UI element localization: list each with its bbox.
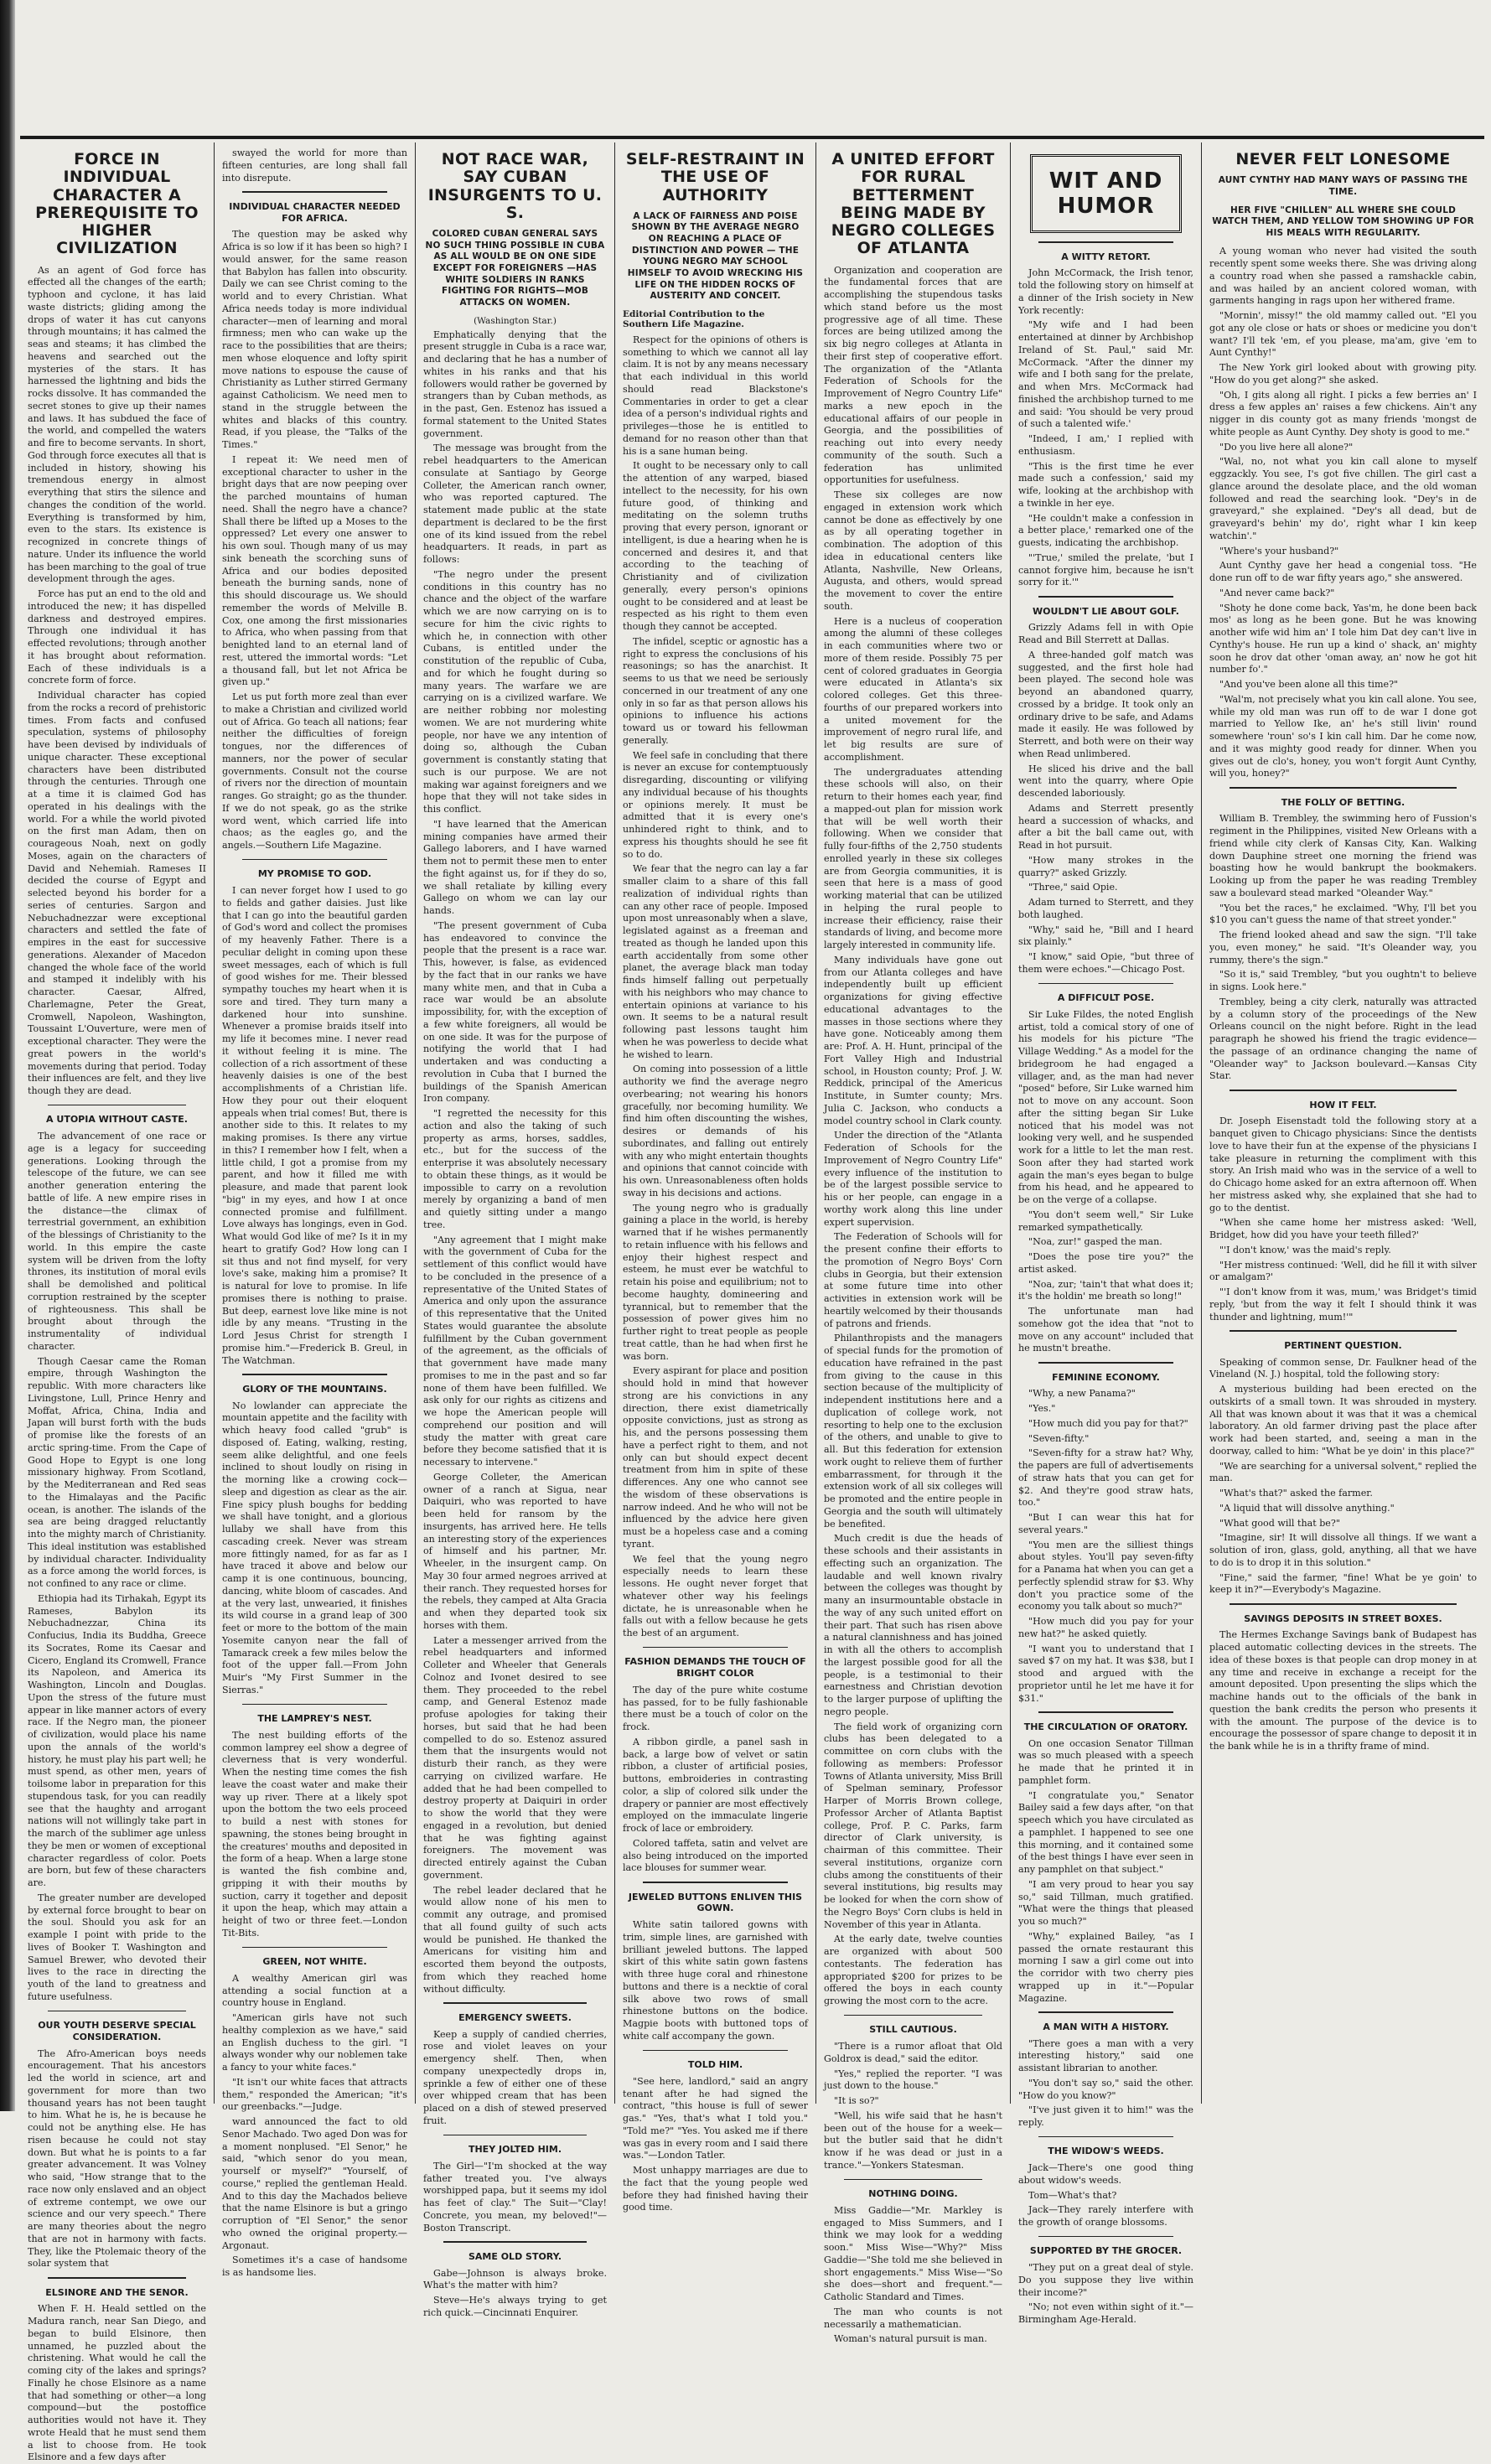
paragraph: The question may be asked why Africa is so low if it has been so high? I would answer, for the same reason that Babylon has fallen into obscurity. Daily we can see Christ coming to the world and to every Christian. What Africa needs today is more individual character—men of learning and moral firmness; men who can wake up the race to the possibilities that are theirs; men whose eloquence and lofty spirit move nations to espouse the cause of Christianity as Luther stirred Germany against Catholicism. We need men to stand in the struggle between the whites and blacks of this country. Read, if you please, the "Talks of the Times." bbox=[222, 229, 407, 450]
paragraph: The rebel leader declared that he would allow none of his men to commit any outrage, and promised that all found guilty of such acts would be punished. He thanked the Americans for visiting him and escorted them beyond the outposts, from which they reached home without difficulty. bbox=[423, 1884, 607, 1995]
paragraph: Here is a nucleus of cooperation among the alumni of these colleges in each communities where two or more of them reside. Possibly 75 per cent of colored graduates in Georgia were educated in Atlanta's six colored colleges. Get this three-fourths of our prepared workers into a united movement for the improvement of negro rural life, and let big results are sure of accomplishment. bbox=[824, 615, 1002, 763]
column-2 bbox=[215, 142, 416, 2278]
paragraph: On one occasion Senator Tillman was so much pleased with a speech he made that he printed it in pamphlet form. bbox=[1018, 1737, 1193, 1786]
paragraph: "This is the first time he ever made such a confession,' said my wife, looking at the archbishop with a twinkle in her eye. bbox=[1018, 460, 1193, 509]
subhead: THE LAMPREY'S NEST. bbox=[257, 1713, 372, 1724]
paragraph: "I know," said Opie, "but three of them were echoes."—Chicago Post. bbox=[1018, 951, 1193, 975]
paragraph: The Afro-American boys needs encouragement. That his ancestors led the world in science, art and government for more than two thousand years has not been taught to him. What he is, he is because he could not be anything else. He has risen because he could not stay down. But what he is points to a far greater advancement. It was Volney who said, "How strange that to the race now only enslaved and an object of extreme contempt, we owe our science and our very speech." There are many theories about the negro that are not in harmony with facts. They, like the Ptolemaic theory of the solar system that bbox=[28, 2047, 206, 2270]
column-3 bbox=[416, 142, 615, 2318]
source-credit: (Washington Star.) bbox=[474, 315, 557, 326]
paragraph: "No; not even within sight of it."—Birmingham Age-Herald. bbox=[1018, 2301, 1193, 2325]
section-rule bbox=[443, 2241, 587, 2243]
source-credit: Editorial Contribution to the Southern Life Magazine. bbox=[623, 308, 765, 329]
paragraph: A mysterious building had been erected on the outskirts of a small town. It was shrouded in mystery. All that was known about it was that it was a chemical laboratory. An old farmer driving past the place after work had been started, and, seeing a man in the doorway, called to him: "What be ye doin' in this place?" bbox=[1209, 1384, 1477, 1457]
section-rule bbox=[1230, 1603, 1457, 1605]
paragraph: "Oh, I gits along all right. I picks a few berries an' I dress a few apples an' raises a few chickens. Ain't any nigger in dis county got as many friends 'mongst de white people as Aunt Cynthy. Dey shoty is good to me." bbox=[1209, 389, 1477, 437]
section-rule bbox=[443, 2002, 587, 2004]
subhead: A DIFFICULT POSE. bbox=[1057, 992, 1155, 1003]
subhead: NOTHING DOING. bbox=[868, 2188, 958, 2200]
paragraph: Adams and Sterrett presently heard a succession of whacks, and after a bit the ball came out, with Read in hot pursuit. bbox=[1018, 802, 1193, 851]
paragraph: Under the direction of the "Atlanta Federation of Schools for the Improvement of Negro Country Life" every influence of the institution to be of the largest possible service to his or her people, can engage in a worthy work along this line under expert supervision. bbox=[824, 1130, 1002, 1228]
paragraph: "But I can wear this hat for several years." bbox=[1018, 1512, 1193, 1535]
paragraph: Force has put an end to the old and introduced the new; it has dispelled darkness and destroyed empires. Through one individual it has effected revolutions; through another it has brought about reformation. Each of these individuals is a concrete form of force. bbox=[28, 588, 206, 686]
column-6 bbox=[1011, 142, 1202, 2325]
subhead: ELSINORE AND THE SENOR. bbox=[45, 2286, 189, 2298]
paragraph: Emphatically denying that the present struggle in Cuba is a race war, and declaring that he has a number of whites in his ranks and that his followers would rather be governed by strangers than by Cuban methods, as in the past, Gen. Estenoz has issued a formal statement to the United States government. bbox=[423, 329, 607, 439]
paragraph: "Indeed, I am,' I replied with enthusiasm. bbox=[1018, 433, 1193, 457]
paragraph: "You men are the silliest things about styles. You'll pay seven-fifty for a Panama hat when you can get a perfectly splendid straw for $3. Why don't you practice some of the economy you talk about so much?" bbox=[1018, 1539, 1193, 1612]
paragraph: "I want you to understand that I saved $7 on my hat. It was $38, but I stood and argued with the proprietor until he let me have it for $31." bbox=[1018, 1643, 1193, 1704]
paragraph: "'I don't know,' was the maid's reply. bbox=[1219, 1244, 1391, 1255]
section-rule bbox=[1230, 1090, 1457, 1091]
paragraph: "My wife and I had been entertained at dinner by Archbishop Ireland of St. Paul," said Mr. McCormack. "After the dinner my wife and I both sang for the prelate, and when Mrs. McCormack had finished the archbishop turned to me and said: 'You should be very proud of such a talented wife.' bbox=[1018, 319, 1193, 430]
article bbox=[1018, 2011, 1193, 2130]
article bbox=[1018, 596, 1193, 976]
section-rule bbox=[1038, 2236, 1173, 2238]
subhead: GREEN, NOT WHITE. bbox=[262, 1956, 367, 1967]
paragraph: "You don't say so," said the other. "How do you know?" bbox=[1018, 2077, 1193, 2101]
paragraph: The New York girl looked about with growing pity. "How do you get along?" she asked. bbox=[1209, 362, 1477, 386]
paragraph: Ethiopia had its Tirhakah, Egypt its Rameses, Babylon its Nebuchadnezzar, China its Confucius, India its Buddha, Greece its Socrates, Rome its Caesar and Cicero, England its Cromwell, France its Napoleon, and America its Washington, Lincoln and Douglas. Upon the stress of the future must appear in like manner actors of every race. If the Negro man, the pioneer of civilization, would place his name upon the annals of the world's history, he must play his part well; he must spend, as other men, years of toilsome labor in preparation for this stupendous task, for you can readily see that the haughty and arrogant nations will not willingly take part in the march of the sublimer age unless they be men or women of exceptional character regardless of color. Poets are born, but few of these characters are. bbox=[28, 1592, 206, 1889]
paragraph: "A liquid that will dissolve anything." bbox=[1219, 1502, 1395, 1514]
paragraph: "I have learned that the American mining companies have armed their Gallego laborers, and I have warned them not to permit these men to enter the fight against us, for if they do so, we shall retaliate by killing every Gallego on whom we can lay our hands. bbox=[423, 818, 607, 917]
paragraph: "Do you live here all alone?" bbox=[1219, 441, 1354, 453]
subhead: SAVINGS DEPOSITS IN STREET BOXES. bbox=[1244, 1612, 1442, 1624]
article bbox=[28, 1105, 206, 2004]
paragraph: "How much did you pay for that?" bbox=[1028, 1417, 1188, 1429]
paragraph: "Imagine, sir! It will dissolve all things. If we want a solution of iron, glass, gold, anything, all that we have to do is to drop it in this solution." bbox=[1209, 1532, 1477, 1568]
paragraph: Sir Luke Fildes, the noted English artist, told a comical story of one of his models for his picture "The Village Wedding." As a model for the bridegroom he had engaged a villager, and, as the man had never "posed" before, Sir Luke warned him not to move on any account. Soon after the sitting began Sir Luke noticed that his model was not looking very well, and he suspended work for a little to let the man rest. Soon after they had started work again the man's eyes began to bulge from his head, and he appeared to be on the verge of a collapse. bbox=[1018, 1008, 1193, 1205]
paragraph: "Seven-fifty for a straw hat? Why, the papers are full of advertisements of straw hats that you can get for $2. And they're good straw hats, too." bbox=[1018, 1447, 1193, 1509]
article bbox=[1209, 1090, 1477, 1323]
paragraph: Individual character has copied from the rocks a record of prehistoric times. From facts and confused speculation, systems of philosophy have been devised by individuals of unique character. These exceptional characters have been distributed through the centuries. Through one at a time it is claimed God has operated in his dealings with the world. For a while the world pivoted on the first man Adam, then on courageous Noah, next on godly Moses, again on the characters of David and Nehemiah. Rameses II decided the course of Egypt and selected beyond his border for a series of centuries. Sargon and Nebuchadnezzar were exceptional characters and settled the fate of empires in the east for successive generations. Alexander of Macedon changed the whole face of the world and stamped it indelibly with his character. Caesar, Alfred, Charlemagne, Peter the Great, Cromwell, Napoleon, Washington, Toussaint L'Ouverture, were men of exceptional character. They were the great powers in the world's movements during that period. Today their influences are felt, and they live though they are dead. bbox=[28, 690, 206, 1097]
paragraph: A three-handed golf match was suggested, and the first hole had been played. The second hole was beyond an abandoned quarry, crossed by a bridge. It took only an ordinary drive to be safe, and Adams made it easily. He was followed by Sterrett, and both were on their way when Read unlimbered. bbox=[1018, 649, 1193, 759]
subhead: OUR YOUTH DESERVE SPECIAL CONSIDERATION. bbox=[38, 2020, 196, 2042]
article bbox=[1209, 787, 1477, 1083]
paragraph: No lowlander can appreciate the mountain appetite and the facility with which heavy food called "grub" is disposed of. Eating, walking, resting, seem alike delightful, and one feels inclined to shout loudly on rising in the morning like a crowing cock—sleep and digestion as clear as the air. Fine spicy plush boughs for bedding we shall have tonight, and a glorious lullaby we shall have from this cascading creek. Never was stream more fittingly named, for as far as I have traced it above and below our camp it is one continuous, bouncing, dancing, white bloom of cascades. And at the very last, unwearied, it finishes its wild course in a grand leap of 300 feet or more to the bottom of the main Yosemite canyon near the fall of Tamarack creek a few miles below the foot of the upper fall.—From John Muir's "My First Summer in the Sierras." bbox=[222, 1400, 407, 1695]
paragraph: I repeat it: We need men of exceptional character to usher in the bright days that are now peeping over the parched mountains of human need. Shall the negro have a chance? Shall there be lifted up a Moses to the oppressed? Let every one answer to his own soul. Though many of us may sink beneath the scorching suns of Africa and our bodies deposited beneath the burning sands, none of this should discourage us. We should remember the words of Melville B. Cox, one among the first missionaries to Africa, who when passing from that benighted land to an eternal land of rest, uttered the immortal words: "Let a thousand fall, but let not Africa be given up." bbox=[222, 453, 407, 688]
subhead: TOLD HIM. bbox=[687, 2059, 743, 2071]
paragraph: George Colleter, the American owner of a ranch at Sigua, near Daiquiri, who was reported to have been held for ransom by the insurgents, has arrived here. He tells an interesting story of the experiences of himself and his partner, Mr. Wheeler, in the insurgent camp. On May 30 four armed negroes arrived at their ranch. They requested horses for the rebels, they camped at Alta Gracia and when they departed took six horses with them. bbox=[423, 1471, 607, 1631]
article bbox=[824, 2179, 1002, 2347]
paragraph: "Wal, no, not what you kin call alone to myself eggzackly. You see, I's got five chillen. The girl cast a glance around the desolate place, and the old woman followed and read the searching look. "Dey's in de graveyard," she explained. "Dey's all dead, but de graveyard's behin' my do', right whar I kin keep watchin'." bbox=[1209, 456, 1477, 541]
deck: A LACK OF FAIRNESS AND POISE SHOWN BY THE AVERAGE NEGRO ON REACHING A PLACE OF DISTINCTION AND POWER — THE YOUNG NEGRO MAY SCHOOL HIMSELF TO AVOID WRECKING HIS LIFE ON THE HIDDEN ROCKS OF AUSTERITY AND CONCEIT. bbox=[627, 210, 804, 302]
paragraph: "Her mistress continued: 'Well, did he fill it with silver or amalgam?' bbox=[1209, 1259, 1477, 1283]
section-rule bbox=[844, 2015, 982, 2016]
paragraph: When F. H. Heald settled on the Madura ranch, near San Diego, and began to build Elsinore, then unnamed, he puzzled about the christening. What would he call the coming city of the lakes and springs? Finally he chose Elsinore as a name that had something or other—a long compound—but the postoffice authorities would not have it. They wrote Heald that he must send them a list to choose from. He took Elsinore and a few days after bbox=[28, 2303, 206, 2463]
paragraph: "Does the pose tire you?" the artist asked. bbox=[1018, 1251, 1193, 1275]
section-rule bbox=[1038, 1362, 1173, 1364]
article bbox=[1209, 151, 1477, 780]
subhead: FASHION DEMANDS THE TOUCH OF BRIGHT COLOR bbox=[624, 1656, 806, 1680]
subhead: FEMININE ECONOMY. bbox=[1052, 1371, 1160, 1383]
subhead: THEY JOLTED HIM. bbox=[468, 2144, 562, 2156]
paragraph: White satin tailored gowns with trim, simple lines, are garnished with brilliant jeweled buttons. The lapped skirt of this white satin gown fastens with three huge coral and rhinestone buttons and there is a necktie of coral silk above two rows of small rhinestone buttons on the bodice. Magpie boots with buttoned tops of white calf accompany the gown. bbox=[623, 1919, 808, 2042]
paragraph: At the early date, twelve counties are organized with about 500 contestants. The federation has appropriated $200 for prizes to be offered the boys in each county growing the most corn to the acre. bbox=[824, 1933, 1002, 2007]
paragraph: swayed the world for more than fifteen centuries, are long shall fall into disrepute. bbox=[222, 148, 407, 184]
headline: A UNITED EFFORT FOR RURAL BETTERMENT BEING MADE BY NEGRO COLLEGES OF ATLANTA bbox=[831, 150, 996, 258]
paragraph: The undergraduates attending these schools will also, on their return to their homes each year, find a mapped-out plan for mission work that will be well worth their following. When we consider that fully four-fifths of the 2,750 students enrolled yearly in these six colleges are from Georgia communities, it is seen that here is a mass of good working material that can be utilized in helping the rural people to increase their efficiency, raise their standards of living, and become more largely interested in community life. bbox=[824, 766, 1002, 951]
subhead: THE WIDOW'S WEEDS. bbox=[1048, 2146, 1164, 2157]
paragraph: Adam turned to Sterrett, and they both laughed. bbox=[1018, 897, 1193, 920]
paragraph: Respect for the opinions of others is something to which we cannot all lay claim. It is not by any means necessary that each individual in this world should read Blackstone's Commentaries in order to get a clear idea of a person's individual rights and privileges—those he is entitled to demand for no reason other than that his is a sane human being. bbox=[623, 334, 809, 457]
paragraph: He sliced his drive and the ball went into the quarry, where Opie descended laboriously. bbox=[1018, 763, 1193, 799]
article bbox=[1018, 2136, 1193, 2229]
paragraph: "And never came back?" bbox=[1219, 587, 1335, 598]
paragraph: William B. Trembley, the swimming hero of Fussion's regiment in the Philippines, visited New Orleans with a friend while city clerk of Kansas City, Kan. Walking down Dauphine street one morning the friend was boasting how he would bankrupt the bookmakers. Looking up from the paper he was reading Trembley saw a boulevard stead marked "Oleander Way." bbox=[1209, 813, 1477, 898]
paragraph: The field work of organizing corn clubs has been delegated to a committee on corn clubs with the following as members: Professor Towns of Atlanta university, Miss Brill of Spelman seminary, Professor Harper of Morris Brown college, Professor Archer of Atlanta Baptist college, Prof. P. C. Parks, farm director of Clark university, is chairman of this committee. Their several institutions, organize corn clubs among the constituents of their several institutions, big results may be looked for when the corn show of the Negro Boys' Corn clubs is held in November of this year in Atlanta. bbox=[824, 1721, 1003, 1930]
paragraph: "Why, a new Panama?" bbox=[1028, 1388, 1136, 1400]
column-5 bbox=[816, 142, 1011, 2345]
paragraph: As an agent of God force has effected all the changes of the earth; typhoon and cyclone, it has laid waste districts; gliding among the drops of water it has cut canyons through mountains; it has calmed the seas and steams; it has climbed the heavens and searched out the mysteries of the stars. It has harnessed the lightning and bids the rocks dissolve. It has commanded the secret stones to give up their names and laws. It has subdued the face of the world, and compelled the waters and fire to become servants. In short, God through force executes all that is included in history, showing his tremendous energy in almost everything that stirs the silence and changes the condition of the world. Everything is transformed by him, even to the stars. Its existence is recognized in concrete things of nature. Under its influence the world has been marching to the goal of true development through the ages. bbox=[28, 264, 206, 585]
headline: NOT RACE WAR, SAY CUBAN INSURGENTS TO U. S. bbox=[427, 150, 603, 222]
article bbox=[423, 2002, 607, 2127]
paragraph: Aunt Cynthy gave her head a congenial toss. "He done run off to de war fifty years ago," she answered. bbox=[1209, 560, 1477, 584]
subhead: INDIVIDUAL CHARACTER NEEDED FOR AFRICA. bbox=[229, 200, 401, 224]
paragraph: "He couldn't make a confession in a better place,' remarked one of the guests, indicating the archbishop. bbox=[1018, 512, 1193, 548]
paragraph: Miss Gaddie—"Mr. Markley is engaged to Miss Summers, and I think we may look for a wedding soon." Miss Wise—"Why?" Miss Gaddie—"She told me she believed in short engagements." Miss Wise—"So she does—short and frequent."—Catholic Standard and Times. bbox=[824, 2204, 1002, 2303]
section-rule bbox=[1038, 2011, 1173, 2013]
paragraph: "What's that?" asked the farmer. bbox=[1219, 1488, 1373, 1499]
section-rule bbox=[1038, 241, 1173, 243]
paragraph: Colored taffeta, satin and velvet are also being introduced on the imported lace blouses for summer wear. bbox=[623, 1837, 808, 1874]
page-top-rule bbox=[20, 136, 1484, 139]
article bbox=[1018, 154, 1193, 233]
paragraph: Most unhappy marriages are due to the fact that the young people wed before they had finished having their good time. bbox=[623, 2165, 808, 2213]
paragraph: Dr. Joseph Eisenstadt told the following story at a banquet given to Chicago physicians: Since the dentists love to have their fun at the expense of the physicians I take pleasure in returning the compliment with this story. An Irish maid who was in the service of a well to do Chicago home asked for an extra afternoon off. When her mistress asked why, she explained that she had to go to the dentist. bbox=[1209, 1116, 1477, 1214]
paragraph: "We are searching for a universal solvent," replied the man. bbox=[1209, 1460, 1477, 1484]
paragraph: "'True,' smiled the prelate, 'but I cannot forgive him, because he isn't sorry for it.'" bbox=[1018, 551, 1193, 588]
paragraph: "And you've been alone all this time?" bbox=[1219, 679, 1399, 691]
subhead: JEWELED BUTTONS ENLIVEN THIS GOWN. bbox=[628, 1891, 803, 1914]
paragraph: "Where's your husband?" bbox=[1219, 545, 1339, 556]
paragraph: "So it is," said Trembley, "but you oughtn't to believe in signs. Look here." bbox=[1209, 969, 1477, 993]
section-rule bbox=[242, 1704, 387, 1706]
paragraph: Much credit is due the heads of these schools and their assistants in effecting such an organization. The laudable and well known rivalry between the colleges was thought by many an insurmountable obstacle in the way of any such united effort on their part. That such has risen above a natural clannishness and has joined in with all the others to accomplish the largest possible good for all the people, is a testimonial to their earnestness and Christian devotion to the larger purpose of uplifting the negro people. bbox=[824, 1533, 1002, 1717]
section-rule bbox=[242, 191, 387, 193]
paragraph: Jack—There's one good thing about widow's weeds. bbox=[1018, 2162, 1193, 2186]
paragraph: Jack—They rarely interfere with the growth of orange blossoms. bbox=[1018, 2204, 1193, 2228]
subhead: A WITTY RETORT. bbox=[1061, 251, 1151, 262]
article bbox=[28, 2277, 206, 2464]
paragraph: Gabe—Johnson is always broke. What's the matter with him? bbox=[423, 2267, 607, 2291]
paragraph: We feel that the young negro especially needs to learn these lessons. He ought never forget that whatever other way his feelings dictate, he is unreasonable when he falls out with a fellow because he gets the best of an argument. bbox=[623, 1553, 808, 1639]
paragraph: "Shoty he done come back, Yas'm, he done been back mos' as long as he been gone. But he was knowing another wife wid him an' I tole him Dat dey can't live in Cynthy's house. He run up a kind o' shack, an' mighty soon he drov dat other 'oman away, an' now he got hit number fo'." bbox=[1209, 602, 1477, 676]
section-rule bbox=[1038, 1711, 1173, 1713]
paragraph: Every aspirant for place and position should hold in mind that however strong are his convictions in any direction, there exist diametrically opposite convictions, just as strong as his, and the persons possessing them have a perfect right to them, and not only can but should expect decent treatment from him in spite of these differences. Any one who cannot see the wisdom of these observations is narrow indeed. And he who will not be influenced by the advice here given must be a hopeless case and a coming tyrant. bbox=[623, 1365, 808, 1550]
article bbox=[1209, 1330, 1477, 1597]
paragraph: Sometimes it's a case of handsome is as handsome lies. bbox=[222, 2254, 407, 2278]
paragraph: "Any agreement that I might make with the government of Cuba for the settlement of this conflict would have to be concluded in the presence of a representative of the United States of America and only upon the assurance of this representative that the United States would guarantee the absolute fulfillment by the Cuban government of the agreement, as the officials of that government have made many promises to me in the past and so far none of them have been fulfilled. We ask only for our rights as citizens and we hope the American people will comprehend our position and will study the matter with great care before they become satisfied that it is necessary to intervene." bbox=[423, 1234, 607, 1468]
section-rule bbox=[48, 1105, 186, 1106]
section-rule bbox=[242, 1374, 387, 1375]
paragraph: "When she came home her mistress asked: 'Well, Bridget, how did you have your teeth filled?' bbox=[1209, 1217, 1477, 1241]
paragraph: Tom—What's that? bbox=[1028, 2189, 1117, 2201]
article bbox=[222, 148, 407, 184]
paragraph: Let us put forth more zeal than ever to make a Christian and civilized world out of Africa. Go teach all nations; fear neither the difficulties of foreign tongues, nor the differences of manners, nor the power of secular governments. Consult not the course of rivers nor the direction of mountain ranges. Go straight; go as the thunder. If we do not speak, go as the strike word went, which carried life into chaos; as the eagles go, and the angels.—Southern Life Magazine. bbox=[222, 691, 407, 851]
headline: NEVER FELT LONESOME bbox=[1235, 150, 1451, 168]
paragraph: ward announced the fact to old Senor Machado. Two aged Don was for a moment nonplused. "El Senor," he said, "which senor do you mean, yourself or myself?" "Yourself, of course," replied the gentleman Heald. And to this day the Machados believe that the name Elsinore is but a gringo corruption of "El Senor," the senor who owned the original property.—Argonaut. bbox=[222, 2116, 407, 2251]
subhead: A MAN WITH A HISTORY. bbox=[1043, 2021, 1169, 2032]
article bbox=[1209, 1603, 1477, 1753]
subhead: PERTINENT QUESTION. bbox=[1284, 1339, 1402, 1351]
subhead: SAME OLD STORY. bbox=[468, 2250, 562, 2262]
paragraph: "It is so?" bbox=[834, 2095, 879, 2107]
paragraph: Later a messenger arrived from the rebel headquarters and informed Colleter and Wheeler that Generals Colnoz and Ivonet desired to see them. They proceeded to the rebel camp, and General Estenoz made profuse apologies for taking their horses, but said that he had been compelled to do so. Estenoz assured them that the insurgents would not disturb their ranch, as they were carrying on civilized warfare. He added that he had been compelled to destroy property at Daiquiri in order to show the world that they were engaged in a revolution, but denied that he was fighting against foreigners. The movement was directed entirely against the Cuban government. bbox=[423, 1634, 607, 1881]
paragraph: The unfortunate man had somehow got the idea that "not to move on any account" included that he mustn't breathe. bbox=[1018, 1306, 1193, 1354]
newspaper-page bbox=[20, 142, 1484, 2463]
section-rule bbox=[48, 2277, 186, 2279]
article bbox=[1018, 983, 1193, 1356]
section-rule bbox=[1230, 787, 1457, 789]
section-rule bbox=[1038, 2136, 1173, 2138]
paragraph: Though Caesar came the Roman empire, through Washington the republic. With more characters like Livingstone, Lull, Prince Henry and Moffat, Africa, China, India and Japan will burst forth with the buds of promise like the forests of an arctic spring-time. From the Cape of Good Hope to Egypt is one long missionary highway. From Scotland, by the Mediterranean and Red seas to the Himalayas and the Pacific ocean, is another. The islands of the sea are being dragged reluctantly into the mighty march of Christianity. This ideal institution was established by individual character. Individuality as a force among the world forces, is not confined to any race or clime. bbox=[28, 1355, 206, 1590]
article bbox=[222, 1704, 407, 1940]
subhead: GLORY OF THE MOUNTAINS. bbox=[242, 1383, 387, 1395]
paragraph: "The present government of Cuba has endeavored to convince the people that the present is a race war. This, however, is false, as evidenced by the fact that in our ranks we have many white men, and that in Cuba a race war would be an absolute impossibility, for, with the exception of a few white foreigners, all would be on one side. It was for the purpose of notifying the world that I had undertaken and was conducting a revolution in Cuba that I burned the buildings of the Spanish American Iron company. bbox=[423, 919, 607, 1105]
paragraph: The Federation of Schools will for the present confine their efforts to the promotion of Negro Boys' Corn clubs in Georgia, but their extension at some future time into other activities in extension work will be heartily welcomed by their thousands of patrons and friends. bbox=[824, 1231, 1002, 1329]
section-rule bbox=[1038, 596, 1173, 598]
paragraph: "How many strokes in the quarry?" asked Grizzly. bbox=[1018, 854, 1193, 878]
column-1 bbox=[20, 142, 215, 2463]
paragraph: A ribbon girdle, a panel sash in back, a large bow of velvet or satin ribbon, a cluster of artificial posies, buttons, embroideries in contrasting color, a slip of colored silk under the drapery or pannier are most effectively employed on the immaculate lingerie frock of lace or embroidery. bbox=[623, 1736, 809, 1835]
section-rule bbox=[643, 1882, 788, 1883]
paragraph: A young woman who never had visited the south recently spent some weeks there. She was driving along a country road when she passed a ramshackle cabin, and was hailed by an ancient colored woman, with garments hanging in rags upon her withered frame. bbox=[1209, 246, 1477, 307]
article bbox=[623, 1882, 808, 2043]
deck: HER FIVE "CHILLEN" ALL WHERE SHE COULD WATCH THEM, AND YELLOW TOM SHOWING UP FOR HIS MEALS WITH REGULARITY. bbox=[1212, 204, 1474, 238]
paragraph: "Yes," replied the reporter. "I was just down to the house." bbox=[824, 2068, 1002, 2092]
section-box-title: WIT AND HUMOR bbox=[1030, 154, 1182, 233]
paragraph: "I regretted the necessity for this action and also the taking of such property as arms, horses, saddles, etc., but for the success of the enterprise it was absolutely necessary to obtain these things, as it would be impossible to carry on a revolution merely by organizing a band of men and quietly sitting under a mango tree. bbox=[423, 1108, 607, 1230]
section-rule bbox=[443, 2135, 587, 2136]
paragraph: Organization and cooperation are the fundamental forces that are accomplishing the stupendous tasks which stand before us the most progressive age of all time. These forces are being utilized among the six big negro colleges at Atlanta in their first step of cooperative effort. The organization of the "Atlanta Federation of Schools for the Improvement of Negro Country Life" marks a new epoch in the educational affairs of our people in Georgia, and the possibilities of reaching out into every needy community of the south. Such a federation has unlimited opportunities for usefulness. bbox=[824, 264, 1002, 486]
paragraph: The Hermes Exchange Savings bank of Budapest has placed automatic collecting devices in the streets. The idea of these boxes is that people can drop money in at any time and receive in exchange a receipt for the amount deposited. Upon presenting the slips which the machine hands out to the officials of the bank in question the bank credits the person who presents it with the amount. The purpose of the device is to encourage the possessor of spare change to deposit it in the bank while he is in a thrifty frame of mind. bbox=[1209, 1629, 1477, 1752]
article bbox=[28, 151, 206, 1098]
paragraph: Keep a supply of candied cherries, rose and violet leaves on your emergency shelf. Then, when company unexpectedly drops in, sprinkle a few of either one of these over whipped cream that has been placed on a dish of stewed preserved fruit. bbox=[423, 2028, 607, 2126]
section-rule bbox=[1038, 983, 1173, 985]
paragraph: "I am very proud to hear you say so," said Tillman, much gratified. "What were the things that pleased you so much?" bbox=[1018, 1878, 1193, 1927]
article bbox=[423, 2135, 607, 2235]
article bbox=[1018, 1362, 1193, 1705]
paragraph: "Why," explained Bailey, "as I passed the ornate restaurant this morning I saw a girl come out into the corridor with two cherry pies wrapped up in it."—Popular Magazine. bbox=[1018, 1930, 1193, 2004]
paragraph: "Well, his wife said that he hasn't been out of the house for a week—but the butler said that he didn't know if he was dead or just in a trance."—Yonkers Statesman. bbox=[824, 2109, 1002, 2171]
article bbox=[623, 151, 808, 1640]
paragraph: Trembley, being a city clerk, naturally was attracted by a column story of the proceedings of the New Orleans council on the night before. Right in the lead paragraph he showed his friend the tragic evidence—the passage of an ordinance changing the name of "Oleander way" to Jackson boulevard.—Kansas City Star. bbox=[1209, 996, 1477, 1082]
deck: AUNT CYNTHY HAD MANY WAYS OF PASSING THE TIME. bbox=[1218, 175, 1468, 197]
paragraph: "It isn't our white faces that attracts them," responded the American; "it's our greenbacks."—Judge. bbox=[222, 2076, 407, 2113]
paragraph: The friend looked ahead and saw the sign. "I'll take you, even money," he said. "It's Oleander way, you rummy, there's the sign." bbox=[1209, 929, 1477, 965]
subhead: SUPPORTED BY THE GROCER. bbox=[1029, 2245, 1183, 2257]
paragraph: "Three," said Opie. bbox=[1028, 882, 1118, 893]
paragraph: Woman's natural pursuit is man. bbox=[834, 2333, 987, 2345]
subhead: STILL CAUTIOUS. bbox=[869, 2024, 957, 2036]
article bbox=[222, 191, 407, 852]
paragraph: "Why," said he, "Bill and I heard six plainly." bbox=[1018, 924, 1193, 948]
paragraph: The Girl—"I'm shocked at the way father treated you. I've always worshipped papa, but it seems my idol has feet of clay." The Suit—"Clay! Concrete, you mean, my beloved!"—Boston Transcript. bbox=[423, 2160, 607, 2234]
paragraph: "I congratulate you," Senator Bailey said a few days after, "on that speech which you have circulated as a pamphlet. I happened to see one this morning, and it contained some of the best things I have ever seen in any pamphlet on that subject." bbox=[1018, 1789, 1193, 1875]
paragraph: It ought to be necessary only to call the attention of any warped, biased intellect to the necessity, for his own future good, of thinking and meditating on the solemn truths proving that every person, ignorant or intelligent, is due a hearing when he is concerned and desires it, and that according to the teaching of Christianity and of civilization generally, every person's opinions ought to be considered and at least be respected as his right to them even though they cannot be accepted. bbox=[623, 460, 808, 633]
paragraph: "There goes a man with a very interesting history," said one assistant librarian to another. bbox=[1018, 2037, 1193, 2073]
column-4 bbox=[615, 142, 816, 2213]
paragraph: The day of the pure white costume has passed, for to be fully fashionable there must be a touch of color on the frock. bbox=[623, 1684, 808, 1733]
paragraph: "There is a rumor afloat that Old Goldrox is dead," said the editor. bbox=[824, 2041, 1002, 2064]
subhead: MY PROMISE TO GOD. bbox=[257, 868, 372, 880]
paragraph: The young negro who is gradually gaining a place in the world, is hereby warned that if he wishes permanently to retain influence with his fellows and enjoy their highest respect and esteem, he must ever be watchful to retain his poise and equilibrium; not to become haughty, domineering and tyrannical, but to remember that the possession of power gives him no further right to treat people as people treat cattle, than he had when first he was born. bbox=[623, 1202, 808, 1362]
paragraph: The infidel, sceptic or agnostic has a right to express the conclusions of his reasonings; so has the anarchist. It seems to us that we need be seriously concerned in our treatment of any one only in so far as that person allows his opinions to influence his actions toward us or toward his fellowman generally. bbox=[623, 635, 808, 746]
scan-edge bbox=[0, 0, 15, 2111]
paragraph: "They put on a great deal of style. Do you suppose they live within their income?" bbox=[1018, 2262, 1193, 2298]
article bbox=[1018, 2236, 1193, 2327]
deck: COLORED CUBAN GENERAL SAYS NO SUCH THING POSSIBLE IN CUBA AS ALL WOULD BE ON ONE SIDE EXCEPT FOR FOREIGNERS —HAS WHITE SOLDIERS IN RANKS FIGHTING FOR RIGHTS—MOB ATTACKS ON WOMEN. bbox=[425, 229, 605, 308]
paragraph: The nest building efforts of the common lamprey eel show a degree of cleverness that is very wonderful. When the nesting time comes the fish leave the coast water and make their way up river. There at a likely spot upon the bottom the two eels proceed to build a nest with stones for spawning, the stones being brought in the creatures' mouths and deposited in the form of a heap. When a large stone is wanted the fish combine and, gripping it with their mouths by suction, carry it together and deposit it upon the heap, which may attain a height of two or three feet.—London Tit-Bits. bbox=[222, 1729, 407, 1939]
paragraph: "I've just given it to him!" was the reply. bbox=[1018, 2104, 1193, 2128]
article bbox=[623, 2050, 808, 2215]
paragraph: "Noa, zur; 'tain't that what does it; it's the holdin' me breath so long!" bbox=[1018, 1278, 1193, 1302]
article bbox=[1018, 241, 1193, 589]
subhead: THE FOLLY OF BETTING. bbox=[1281, 796, 1406, 808]
paragraph: "What good will that be?" bbox=[1219, 1517, 1340, 1529]
paragraph: "Yes." bbox=[1028, 1403, 1056, 1414]
paragraph: Grizzly Adams fell in with Opie Read and Bill Sterrett at Dallas. bbox=[1018, 622, 1193, 645]
subhead: WOULDN'T LIE ABOUT GOLF. bbox=[1033, 605, 1179, 617]
paragraph: "Noa, zur!" gasped the man. bbox=[1028, 1236, 1162, 1248]
headline: FORCE IN INDIVIDUAL CHARACTER A PREREQUISITE TO HIGHER CIVILIZATION bbox=[35, 150, 199, 258]
paragraph: John McCormack, the Irish tenor, told the following story on himself at a dinner of the Irish society in New York recently: bbox=[1018, 267, 1193, 316]
paragraph: The greater number are developed by external force brought to bear on the soul. Should you ask for an example I point with pride to the lives of Booker T. Washington and Samuel Brewer, who devoted their lives to the race in directing the youth of the land to greatness and future usefulness. bbox=[28, 1892, 206, 2002]
column-7 bbox=[1202, 142, 1484, 2104]
article bbox=[222, 1374, 407, 1696]
subhead: A UTOPIA WITHOUT CASTE. bbox=[46, 1114, 188, 1126]
paragraph: "Wal'm, not precisely what you kin call alone. You see, while my old man was run off to de war I done got married to Yellow Ike, an' he's still livin' round somewhere 'roun' so's I kin call him. Dar he come now, and it was mighty good ready for dinner. When you gives out de clo's, honey, you won't forgit Aunt Cynthy, will you, honey?" bbox=[1209, 693, 1477, 779]
paragraph: The message was brought from the rebel headquarters to the American consulate at Santiago by George Colleter, the American ranch owner, who was reported captured. The statement made public at the state department is declared to be the first one of its kind issued from the rebel headquarters. It reads, in part as follows: bbox=[423, 443, 607, 566]
paragraph: Steve—He's always trying to get rich quick.—Cincinnati Enquirer. bbox=[423, 2295, 607, 2318]
paragraph: "See here, landlord," said an angry tenant after he had signed the contract, "this house is full of sewer gas." "Yes, that's what I told you." "Told me?" "Yes. You asked me if there was gas in every room and I said there was."—London Tatler. bbox=[623, 2075, 808, 2161]
section-rule bbox=[643, 1647, 788, 1649]
section-rule bbox=[242, 1947, 387, 1949]
article bbox=[28, 2011, 206, 2271]
article bbox=[423, 151, 607, 1996]
paragraph: The man who counts is not necessarily a mathematician. bbox=[824, 2306, 1002, 2330]
section-rule bbox=[1230, 1330, 1457, 1332]
paragraph: "Fine," said the farmer, "fine! What be ye goin' to keep it in?"—Everybody's Magazine. bbox=[1209, 1571, 1477, 1596]
paragraph: We feel safe in concluding that there is never an excuse for contemptuously disregarding, discounting or vilifying any individual because of his thoughts or opinions merely. It must be admitted that it is every one's unhindered right to think, and to express his thoughts should he see fit so to do. bbox=[623, 749, 808, 860]
paragraph: Speaking of common sense, Dr. Faulkner head of the Vineland (N. J.) hospital, told the following story: bbox=[1209, 1356, 1477, 1380]
paragraph: "How much did you pay for your new hat?" he asked quietly. bbox=[1018, 1616, 1193, 1639]
article bbox=[1018, 1711, 1193, 2005]
paragraph: "'I don't know from it was, mum,' was Bridget's timid reply, 'but from the way it felt I should think it was thunder and lightning, mum!'" bbox=[1209, 1286, 1477, 1323]
paragraph: The advancement of one race or age is a legacy for succeeding generations. Looking through the telescope of the future, we can see another generation entering the battle of life. A new empire rises in the distance—the climax of terrestrial government, an exhibition of the blessings of Christianity to the world. In this empire the caste system will be driven from the lofty thrones, its institution of moral evils shall be demolished and political corruption restrained by the scepter of righteousness. This shall be brought about through the instrumentality of individual character. bbox=[28, 1131, 206, 1352]
paragraph: Many individuals have gone out from our Atlanta colleges and have independently built up efficient organizations for giving effective educational advantages to the masses in those sections where they have gone. Noticeably among them are: Prof. A. H. Hunt, principal of the Fort Valley High and Industrial school, in Houston county; Prof. J. W. Reddick, principal of the Americus Institute, in Sumter county; Mrs. Julia C. Jackson, who conducts a model country school in Clark county. bbox=[824, 954, 1002, 1126]
paragraph: "You don't seem well," Sir Luke remarked sympathetically. bbox=[1018, 1209, 1193, 1233]
paragraph: "You bet the races," he exclaimed. "Why, I'll bet you $10 you can't guess the name of that street yonder." bbox=[1209, 902, 1477, 926]
paragraph: Philanthropists and the managers of special funds for the promotion of education have refrained in the past from giving to the cause in this section because of the multiplicity of independent institutions here and a duplication of college work, not resorting to help one to the exclusion of the others, and unable to give to all. But this federation for extension work ought to relieve them of further embarrassment, for through it the extension work of all six colleges will be promoted and the entire people in Georgia and the south will ultimately be benefited. bbox=[824, 1333, 1002, 1530]
article bbox=[222, 1947, 407, 2280]
paragraph: "The negro under the present conditions in this country has no chance and the object of the warfare which we are now carrying on is to secure for him the civic rights to which he, in connection with other Cubans, is entitled under the constitution of the republic of Cuba, and for which he fought during so many years. The warfare we are carrying on is a civilized warfare. We are neither robbing nor molesting women. We are not murdering white people, nor have we any intention of doing so, although the Cuban government is constantly stating that such is our purpose. We are not making war against foreigners and we hope that they will not take sides in this conflict. bbox=[423, 568, 607, 815]
paragraph: We fear that the negro can lay a far smaller claim to a share of this fall realization of individual rights than can any other race of people. Imposed upon most unreasonably when a slave, legislated against as a freeman and treated as though he landed upon this earth accidentally from some other planet, the average black man today finds himself falling out perpetually with his neighbors who may chance to entertain opinions at variance to his own. It seems to be a natural result following past lessons taught him when he was powerless to decide what he wished to learn. bbox=[623, 863, 808, 1060]
article bbox=[824, 2015, 1002, 2172]
subhead: HOW IT FELT. bbox=[1309, 1099, 1377, 1110]
paragraph: "Seven-fifty." bbox=[1028, 1432, 1090, 1444]
section-rule bbox=[48, 2011, 186, 2012]
paragraph: These six colleges are now engaged in extension work which cannot be done as effectively by one as by all operating together in combination. The adoption of this idea in educational centers like Atlanta, Nashville, New Orleans, Augusta, and others, would spread the movement to cover the entire south. bbox=[824, 489, 1002, 612]
headline: SELF-RESTRAINT IN THE USE OF AUTHORITY bbox=[625, 150, 805, 204]
paragraph: I can never forget how I used to go to fields and gather daisies. Just like that I can go into the beautiful garden of God's word and collect the promises of my heavenly Father. There is a peculiar delight in coming upon these sweet messages, each of which is full of good wishes for me. Their blessed sympathy touches my heart when it is sore and tired. They turn many a darkened hour into sunshine. Whenever a promise braids itself into my life it becomes mine. I never read it without feeling it is mine. The collection of a rich assortment of these heavenly daisies is one of the best accomplishments of a Christian life. How they pour out their eloquent appeals when trial comes! But, there is another side to this. It relates to my making promises. Is there any virtue in this? I remember how I felt, when a little child, I got a promise from my parent, and how it filled me with pleasure, and made that parent look "big" in my eyes, and how I at once connected promise and fulfillment. Love always has longings, even in God. What would God like of me? Is it in my heart to gratify God? How long can I sit thus and not find myself, for very love's sake, making him a promise? It is natural for love to promise. In life promises there is nothing to praise. But deep, earnest love like mine is not idle by any means. "Trusting in the Lord Jesus Christ for strength I promise him."—Frederick B. Greul, in The Watchman. bbox=[222, 885, 407, 1366]
section-rule bbox=[844, 2179, 982, 2181]
paragraph: "Mornin', missy!" the old mammy called out. "El you got any ole close or hats or shoes or medicine you don't want? I'll tek 'em, ef you please, ma'am, give 'em to Aunt Cynthy!" bbox=[1209, 310, 1477, 359]
subhead: EMERGENCY SWEETS. bbox=[458, 2011, 572, 2023]
subhead: THE CIRCULATION OF ORATORY. bbox=[1023, 1721, 1188, 1732]
article bbox=[623, 1647, 808, 1875]
section-rule bbox=[643, 2050, 788, 2052]
article bbox=[423, 2241, 607, 2319]
section-rule bbox=[242, 859, 387, 861]
article bbox=[222, 859, 407, 1368]
article bbox=[824, 151, 1002, 2008]
paragraph: On coming into possession of a little authority we find the average negro overbearing; not wearing his honors gracefully, nor becoming humility. We find him often discounting the wishes, desires or demands of his subordinates, and falling out entirely with any who might entertain thoughts and opinions that cannot coincide with his own. Unreasonableness often holds sway in his decisions and actions. bbox=[623, 1064, 808, 1198]
paragraph: A wealthy American girl was attending a social function at a country house in England. bbox=[222, 1972, 407, 2009]
paragraph: "American girls have not such healthy complexion as we have," said an English duchess to the girl. "I always wonder why our noblemen take a fancy to your white faces." bbox=[222, 2012, 407, 2073]
